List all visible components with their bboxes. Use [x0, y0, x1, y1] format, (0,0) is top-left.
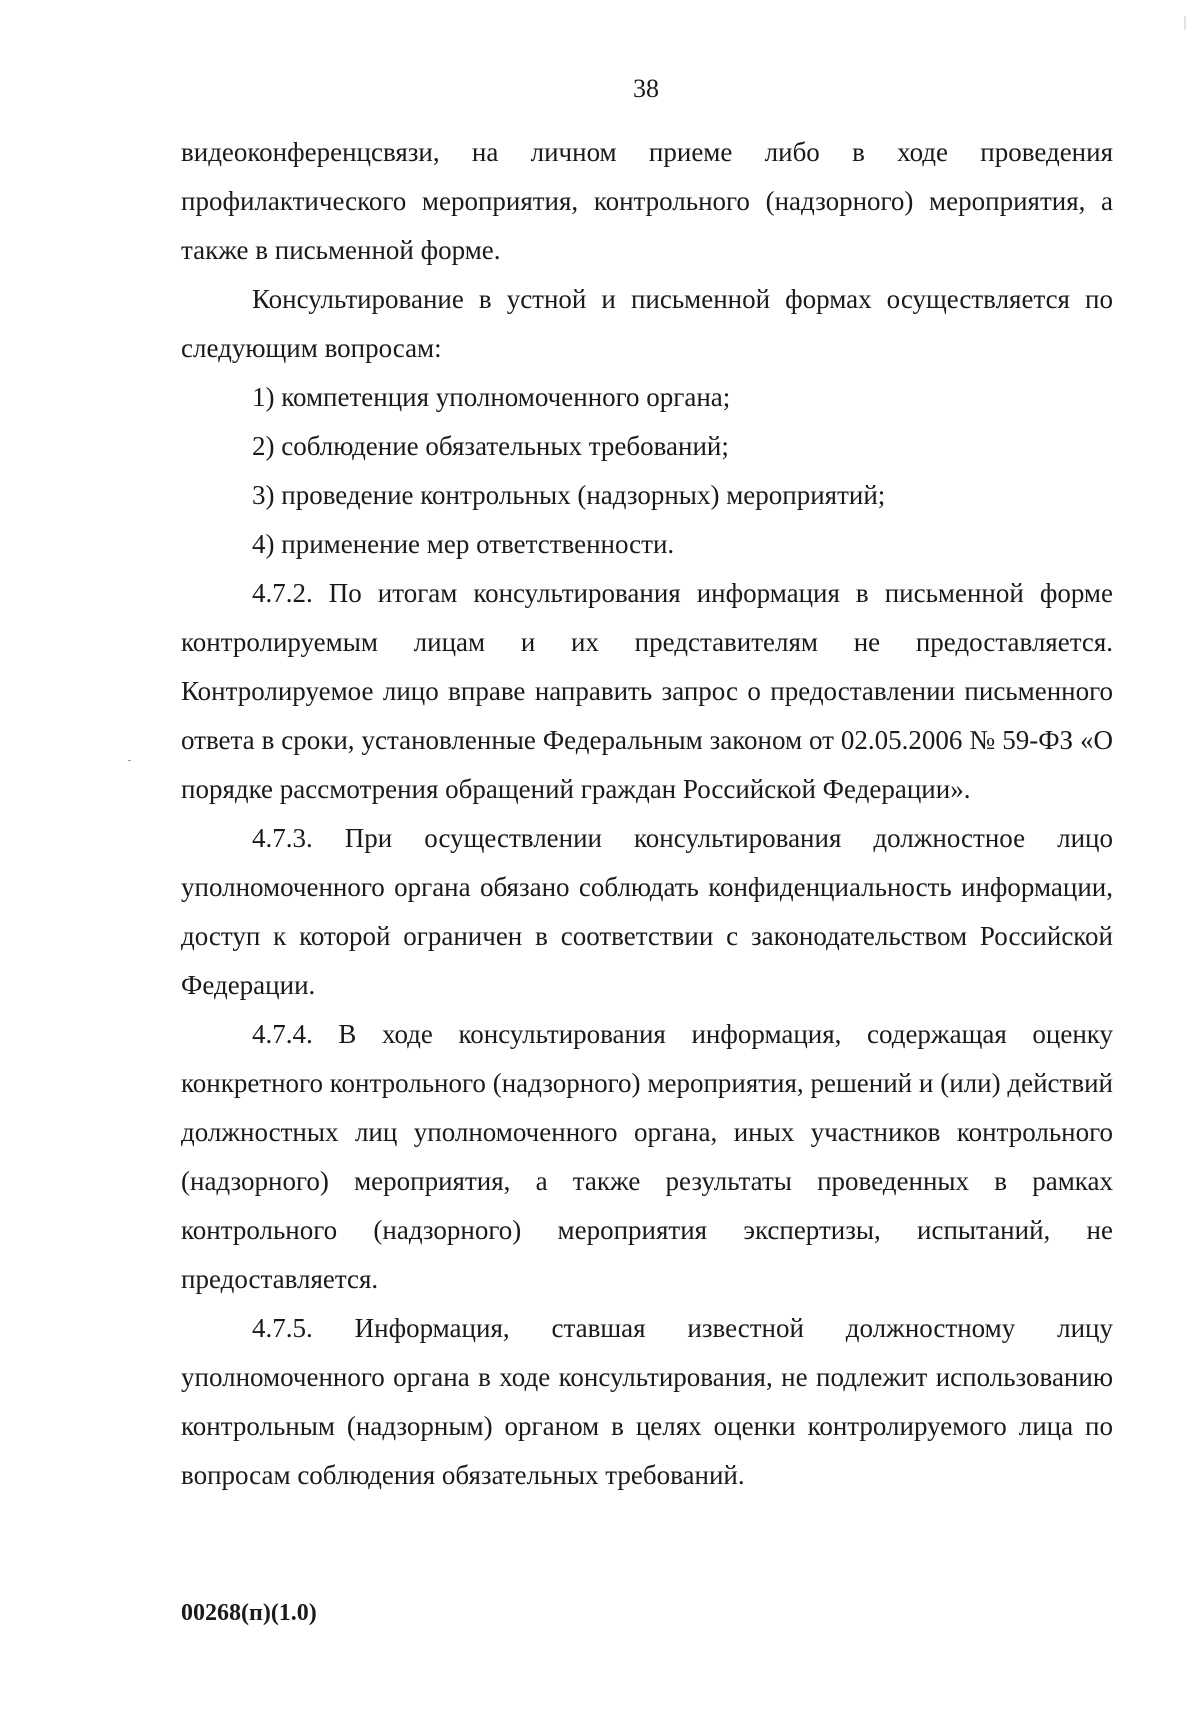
page-number: 38 — [633, 74, 659, 103]
scan-artifact-mark — [1184, 16, 1186, 30]
document-body — [181, 128, 1113, 1500]
list-item: 1) компетенция уполномоченного органа; — [252, 382, 731, 412]
section-4-7-2: 4.7.2. По итогам консультирования информация в письменной форме контролируемым лицам и их представителям не предоставляется. Контролируемое лицо вправе направить запрос о предоставлении письменного ответа в сроки, установленные Федеральным законом от 02.05.2006 № 59-ФЗ «О порядке рассмотрения обращений граждан Российской Федерации». — [181, 578, 1113, 804]
margin-tick-mark — [128, 760, 131, 761]
paragraph-continuation: видеоконференцсвязи, на личном приеме либо в ходе проведения профилактического мероприятия, контрольного (надзорного) мероприятия, а также в письменной форме. — [181, 137, 1113, 265]
paragraph-consultation-topics: Консультирование в устной и письменной формах осуществляется по следующим вопросам: — [181, 284, 1113, 363]
document-footer-code: 00268(п)(1.0) — [181, 1600, 317, 1626]
list-item: 3) проведение контрольных (надзорных) мероприятий; — [252, 480, 886, 510]
list-item: 4) применение мер ответственности. — [252, 529, 675, 559]
section-4-7-5: 4.7.5. Информация, ставшая известной должностному лицу уполномоченного органа в ходе консультирования, не подлежит использованию контрольным (надзорным) органом в целях оценки контролируемого лица по вопросам соблюдения обязательных требований. — [181, 1313, 1113, 1490]
list-item: 2) соблюдение обязательных требований; — [252, 431, 729, 461]
section-4-7-4: 4.7.4. В ходе консультирования информация, содержащая оценку конкретного контрольного (надзорного) мероприятия, решений и (или) действий должностных лиц уполномоченного органа, иных участников контрольного (надзорного) мероприятия, а также результаты проведенных в рамках контрольного (надзорного) мероприятия экспертизы, испытаний, не предоставляется. — [181, 1019, 1113, 1294]
section-4-7-3: 4.7.3. При осуществлении консультирования должностное лицо уполномоченного органа обязано соблюдать конфиденциальность информации, доступ к которой ограничен в соответствии с законодательством Российской Федерации. — [181, 823, 1113, 1000]
